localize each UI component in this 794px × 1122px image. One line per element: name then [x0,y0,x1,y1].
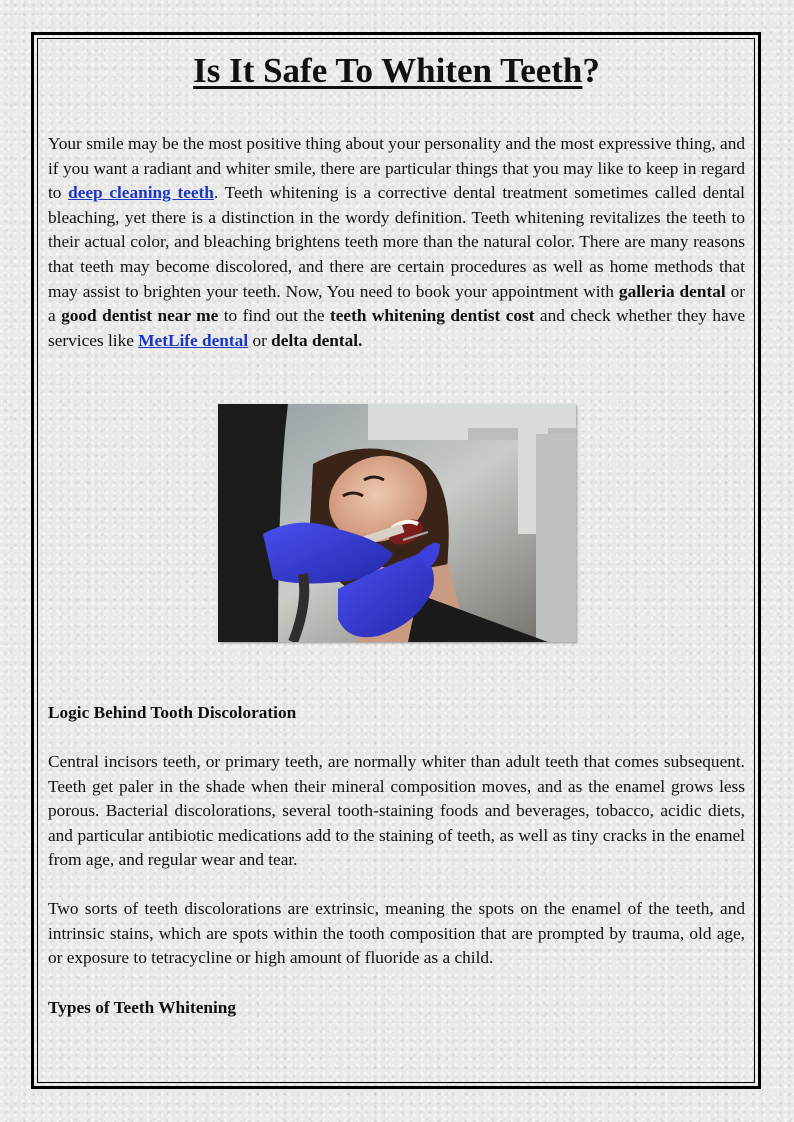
page-title-question-mark: ? [582,51,600,90]
metlife-dental-link[interactable]: MetLife dental [138,330,249,350]
page-title-text: Is It Safe To Whiten Teeth [193,51,583,90]
intro-paragraph [48,132,745,353]
deep-cleaning-teeth-link[interactable]: deep cleaning teeth [68,183,214,203]
delta-dental-bold: delta dental. [271,330,363,350]
section-heading-tooth-discoloration: Logic Behind Tooth Discoloration [48,703,297,723]
page-title [48,48,745,94]
intro-text-5: and check whether they have services like [48,306,745,350]
galleria-dental-bold: galleria dental [618,281,726,301]
discoloration-paragraph-1: Central incisors teeth, or primary teeth, are normally whiter than adult teeth that comes subsequent. Teeth get paler in the shade when their mineral composition moves, and as the enamel grows less porous. Bacterial discolorations, several tooth-staining foods and beverages, tobacco, acidic diets, and particular antibiotic medications add to the staining of teeth, as well as tiny cracks in the enamel from age, and regular wear and tear. [48,751,745,870]
intro-text-1: Your smile may be the most positive thing about your personality and the most expressive thing, and if you want a radiant and whiter smile, there are particular things that you may like to keep in regard to [48,134,745,203]
discoloration-paragraph-2: Two sorts of teeth discolorations are extrinsic, meaning the spots on the enamel of the teeth, and intrinsic stains, which are spots within the tooth composition that are prompted by trauma, old age, or exposure to tetracycline or high amount of fluoride as a child. [48,898,745,968]
teeth-whitening-cost-bold: teeth whitening dentist cost [329,306,535,326]
intro-text-6: or [248,330,272,350]
intro-text-2: . Teeth whitening is a corrective dental treatment sometimes called dental bleaching, yet there is a distinction in the wordy definition. Teeth whitening revitalizes the teeth to their actual color, and bleaching brightens teeth more than the natural color. There are many reasons that teeth may become discolored, and there are certain procedures as well as home methods that may assist to brighten your teeth. Now, You need to book your appointment with [48,183,745,301]
intro-text-4: to find out the [218,306,330,326]
good-dentist-near-me-bold: good dentist near me [61,306,219,326]
dentist-photo [218,404,576,642]
document-body [48,48,745,1020]
intro-text-3: or a [48,281,746,326]
section-heading-types-of-whitening: Types of Teeth Whitening [48,997,237,1017]
